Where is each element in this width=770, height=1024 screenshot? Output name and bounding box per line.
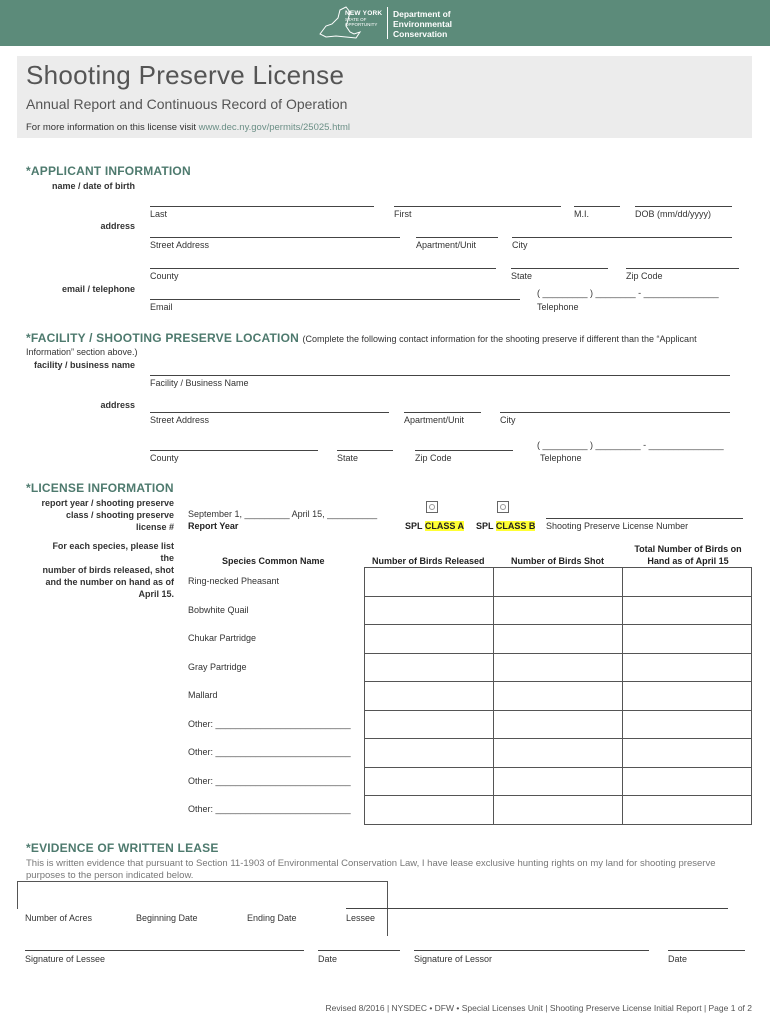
cell-released[interactable] bbox=[365, 796, 494, 825]
species-name: Mallard bbox=[188, 690, 218, 700]
header-divider bbox=[387, 7, 388, 39]
county-label: County bbox=[150, 271, 179, 281]
email-field[interactable] bbox=[150, 299, 520, 300]
dept-name bbox=[393, 9, 452, 39]
applicant-heading: *APPLICANT INFORMATION bbox=[26, 164, 191, 178]
dept-line2: Environmental bbox=[393, 19, 453, 29]
cell-shot[interactable] bbox=[494, 739, 623, 768]
more-info-prefix: For more information on this license visit bbox=[26, 122, 199, 133]
species-row bbox=[365, 796, 752, 825]
species-instructions-line3: and the number on hand as of bbox=[45, 577, 174, 587]
class-a-text: CLASS A bbox=[424, 521, 465, 531]
facility-note-line2: Information” section above.) bbox=[26, 347, 138, 357]
license-number-label: Shooting Preserve License Number bbox=[546, 521, 689, 531]
species-name: Chukar Partridge bbox=[188, 633, 257, 643]
cell-onhand[interactable] bbox=[623, 625, 752, 654]
facility-zip-field[interactable] bbox=[415, 450, 513, 451]
lease-statement bbox=[26, 858, 746, 882]
lease-statement-line2: purposes to the person indicated below. bbox=[26, 870, 194, 881]
dob-field[interactable] bbox=[635, 206, 732, 207]
license-number-field[interactable] bbox=[546, 518, 743, 519]
ny-logo-line3: OPPORTUNITY bbox=[345, 22, 378, 27]
col-released-header: Number of Birds Released bbox=[372, 556, 485, 566]
email-label: Email bbox=[150, 302, 173, 312]
lessor-date-field[interactable] bbox=[668, 950, 745, 951]
last-label: Last bbox=[150, 209, 168, 219]
begin-date-label: Beginning Date bbox=[136, 913, 198, 923]
lessee-signature-field[interactable] bbox=[25, 950, 304, 951]
apt-label: Apartment/Unit bbox=[416, 240, 477, 250]
zip-label: Zip Code bbox=[626, 271, 663, 281]
species-instructions-line2: number of birds released, shot bbox=[42, 565, 174, 575]
species-row bbox=[365, 568, 752, 597]
name-dob-label: name / date of birth bbox=[51, 181, 135, 191]
species-name: Ring-necked Pheasant bbox=[188, 576, 280, 586]
facility-phone-field[interactable]: ( _________ ) _________ - _______________ bbox=[537, 440, 724, 450]
facility-apt-field[interactable] bbox=[404, 412, 481, 413]
phone-field[interactable]: ( _________ ) ________ - _______________ bbox=[537, 288, 719, 298]
facility-street-field[interactable] bbox=[150, 412, 389, 413]
facility-telephone-label: Telephone bbox=[540, 453, 582, 463]
ny-logo-title: NEW YORK bbox=[345, 10, 383, 17]
county-field[interactable] bbox=[150, 268, 496, 269]
apt-field[interactable] bbox=[416, 237, 498, 238]
lease-left-bracket bbox=[17, 881, 18, 909]
col-species-header: Species Common Name bbox=[222, 556, 325, 566]
last-name-field[interactable] bbox=[150, 206, 374, 207]
class-b-text: CLASS B bbox=[495, 521, 536, 531]
facility-heading-text: *FACILITY / SHOOTING PRESERVE LOCATION bbox=[26, 331, 299, 345]
cell-onhand[interactable] bbox=[623, 767, 752, 796]
facility-name-sublabel: Facility / Business Name bbox=[150, 378, 249, 388]
species-row bbox=[365, 739, 752, 768]
cell-released[interactable] bbox=[365, 739, 494, 768]
page-subtitle: Annual Report and Continuous Record of Operation bbox=[26, 96, 348, 112]
acres-label: Number of Acres bbox=[25, 913, 93, 923]
facility-state-field[interactable] bbox=[337, 450, 393, 451]
col-onhand-header bbox=[624, 543, 752, 567]
facility-street-label: Street Address bbox=[150, 415, 210, 425]
cell-shot[interactable] bbox=[494, 625, 623, 654]
report-year-sublabel: Report Year bbox=[188, 521, 239, 531]
dob-label: DOB (mm/dd/yyyy) bbox=[635, 209, 712, 219]
state-label: State bbox=[511, 271, 533, 281]
facility-zip-label: Zip Code bbox=[415, 453, 452, 463]
facility-apt-label: Apartment/Unit bbox=[404, 415, 465, 425]
cell-shot[interactable] bbox=[494, 568, 623, 597]
cell-released[interactable] bbox=[365, 568, 494, 597]
lease-statement-line1: This is written evidence that pursuant to Section 11-1903 of Environmental Conservation Law, I have lease exclusive hunting rights on my land for shooting preserve bbox=[26, 858, 716, 869]
species-instructions bbox=[39, 540, 174, 600]
page-title: Shooting Preserve License bbox=[26, 60, 345, 90]
species-name[interactable]: Other: ___________________________ bbox=[188, 804, 351, 814]
state-field[interactable] bbox=[511, 268, 608, 269]
report-year-field[interactable]: September 1, _________ April 15, __________ bbox=[188, 509, 378, 519]
facility-address-label: address bbox=[100, 400, 135, 410]
cell-onhand[interactable] bbox=[623, 739, 752, 768]
street-field[interactable] bbox=[150, 237, 400, 238]
cell-shot[interactable] bbox=[494, 682, 623, 711]
cell-shot[interactable] bbox=[494, 710, 623, 739]
more-info-link[interactable]: www.dec.ny.gov/permits/25025.html bbox=[198, 122, 351, 133]
lessor-date-label: Date bbox=[668, 954, 688, 964]
city-field[interactable] bbox=[512, 237, 732, 238]
cell-released[interactable] bbox=[365, 710, 494, 739]
end-date-label: Ending Date bbox=[247, 913, 297, 923]
class-a-label bbox=[405, 521, 464, 531]
telephone-label: Telephone bbox=[537, 302, 579, 312]
email-telephone-label: email / telephone bbox=[61, 284, 135, 294]
lessor-signature-label: Signature of Lessor bbox=[414, 954, 493, 964]
cell-shot[interactable] bbox=[494, 767, 623, 796]
first-name-field[interactable] bbox=[394, 206, 561, 207]
facility-county-label: County bbox=[150, 453, 179, 463]
lease-top-rule bbox=[17, 881, 387, 882]
cell-released[interactable] bbox=[365, 596, 494, 625]
report-year-label-line2: class / shooting preserve license # bbox=[65, 510, 174, 532]
facility-city-field[interactable] bbox=[500, 412, 730, 413]
cell-released[interactable] bbox=[365, 682, 494, 711]
cell-onhand[interactable] bbox=[623, 653, 752, 682]
ny-logo-subtitle bbox=[345, 17, 377, 27]
species-name[interactable]: Other: ___________________________ bbox=[188, 775, 351, 786]
species-row bbox=[365, 710, 752, 739]
cell-onhand[interactable] bbox=[623, 568, 752, 597]
lessee-date-field[interactable] bbox=[318, 950, 400, 951]
cell-released[interactable] bbox=[365, 625, 494, 654]
cell-released[interactable] bbox=[365, 653, 494, 682]
class-b-checkbox[interactable] bbox=[497, 501, 509, 513]
facility-heading bbox=[26, 331, 746, 346]
zip-field[interactable] bbox=[626, 268, 739, 269]
species-name: Gray Partridge bbox=[188, 661, 247, 672]
col-onhand-header-line2: Hand as of April 15 bbox=[647, 556, 729, 566]
mi-field[interactable] bbox=[574, 206, 620, 207]
species-name[interactable]: Other: ___________________________ bbox=[188, 718, 351, 729]
species-table bbox=[364, 567, 752, 825]
cell-onhand[interactable] bbox=[623, 596, 752, 625]
species-row bbox=[365, 682, 752, 711]
species-row bbox=[365, 767, 752, 796]
more-info-text bbox=[26, 122, 350, 133]
facility-state-label: State bbox=[337, 453, 359, 463]
cell-released[interactable] bbox=[365, 767, 494, 796]
cell-onhand[interactable] bbox=[623, 796, 752, 825]
report-year-label-line1: report year / shooting preserve bbox=[41, 498, 174, 508]
species-instructions-line4: April 15. bbox=[138, 589, 174, 599]
city-label: City bbox=[512, 240, 528, 250]
facility-name-field[interactable] bbox=[150, 375, 730, 376]
facility-note-line1: (Complete the following contact information for the shooting preserve if different than the “Applicant bbox=[302, 334, 697, 344]
report-year-label bbox=[39, 497, 174, 533]
cell-shot[interactable] bbox=[494, 796, 623, 825]
ny-logo-line2: STATE OF bbox=[345, 17, 367, 22]
species-row bbox=[365, 653, 752, 682]
species-name[interactable]: Other: ___________________________ bbox=[188, 747, 351, 757]
class-b-spl: SPL bbox=[476, 521, 496, 531]
lessee-label: Lessee bbox=[346, 913, 376, 923]
col-shot-header: Number of Birds Shot bbox=[511, 556, 605, 566]
cell-shot[interactable] bbox=[494, 596, 623, 625]
license-heading: *LICENSE INFORMATION bbox=[26, 481, 174, 495]
species-row bbox=[365, 625, 752, 654]
cell-onhand[interactable] bbox=[623, 682, 752, 711]
class-a-checkbox[interactable] bbox=[426, 501, 438, 513]
species-instructions-line1: For each species, please list the bbox=[52, 541, 174, 563]
lessee-date-label: Date bbox=[318, 954, 338, 964]
species-name: Bobwhite Quail bbox=[188, 604, 249, 615]
dept-line3: Conservation bbox=[393, 29, 448, 39]
cell-onhand[interactable] bbox=[623, 710, 752, 739]
dept-line1: Department of bbox=[393, 9, 451, 19]
class-b-label bbox=[476, 521, 535, 531]
address-label: address bbox=[100, 221, 135, 231]
street-label: Street Address bbox=[150, 240, 210, 250]
col-onhand-header-line1: Total Number of Birds on bbox=[634, 544, 742, 554]
facility-name-label: facility / business name bbox=[33, 360, 135, 370]
lessee-signature-label: Signature of Lessee bbox=[25, 954, 106, 964]
lessee-field[interactable] bbox=[346, 908, 728, 909]
lessor-signature-field[interactable] bbox=[414, 950, 649, 951]
page-footer: Revised 8/2016 | NYSDEC • DFW • Special Licenses Unit | Shooting Preserve License Initial Report | Page 1 of 2 bbox=[325, 1003, 752, 1013]
first-label: First bbox=[394, 209, 412, 219]
facility-city-label: City bbox=[500, 415, 516, 425]
lease-heading: *EVIDENCE OF WRITTEN LEASE bbox=[26, 841, 219, 855]
facility-county-field[interactable] bbox=[150, 450, 318, 451]
class-a-spl: SPL bbox=[405, 521, 425, 531]
cell-shot[interactable] bbox=[494, 653, 623, 682]
mi-label: M.I. bbox=[574, 209, 589, 219]
species-row bbox=[365, 596, 752, 625]
